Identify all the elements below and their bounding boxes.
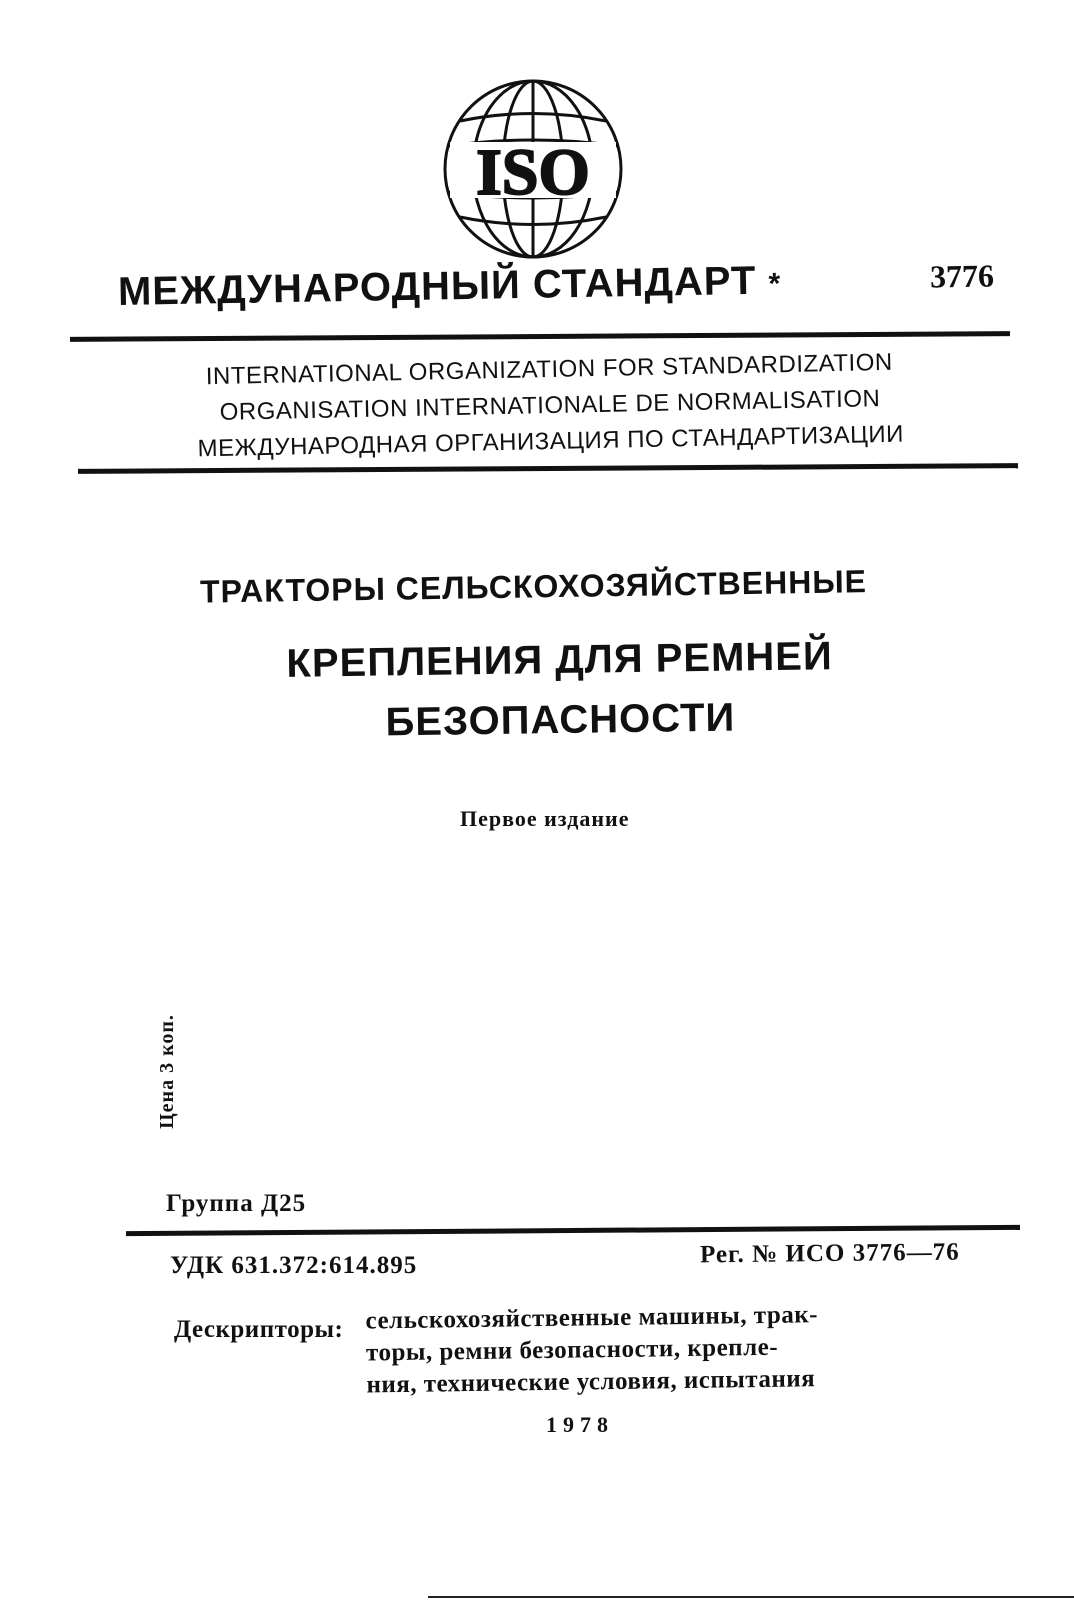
standard-number: 3776 (929, 257, 995, 295)
org-name-english: INTERNATIONAL ORGANIZATION FOR STANDARDIZATION (205, 348, 893, 391)
document-subtitle: ТРАКТОРЫ СЕЛЬСКОХОЗЯЙСТВЕННЫЕ (199, 563, 868, 610)
registration-number: Рег. № ИСО 3776—76 (699, 1238, 960, 1269)
globe-icon (440, 76, 626, 262)
document-title (239, 626, 881, 755)
asterisk-mark: * (768, 267, 782, 301)
page-edge-line (428, 1596, 1074, 1598)
descriptors-line: ния, технические условия, испытания (366, 1365, 816, 1399)
descriptors-list (365, 1299, 866, 1402)
page-title (118, 257, 879, 315)
publication-year: 1978 (546, 1412, 614, 1437)
edition-label: Первое издание (460, 806, 630, 831)
iso-logo-text: ISO (476, 136, 590, 209)
iso-logo (440, 76, 626, 262)
descriptors-label: Дескрипторы: (174, 1316, 344, 1343)
org-name-french: ORGANISATION INTERNATIONALE DE NORMALISATION (219, 385, 881, 426)
udc-code: УДК 631.372:614.895 (170, 1252, 418, 1279)
standard-heading: МЕЖДУНАРОДНЫЙ СТАНДАРТ (117, 258, 757, 314)
price-label: Цена 3 коп. (155, 1014, 178, 1129)
document-title-line1: КРЕПЛЕНИЯ ДЛЯ РЕМНЕЙ (286, 634, 833, 686)
descriptors-line: торы, ремни безопасности, крепле- (365, 1333, 779, 1367)
document-title-line2: БЕЗОПАСНОСТИ (385, 695, 736, 745)
organization-names (119, 343, 981, 469)
divider-top (70, 331, 1010, 342)
descriptors-line: сельскохозяйственные машины, трак- (365, 1301, 819, 1335)
org-name-russian: МЕЖДУНАРОДНАЯ ОРГАНИЗАЦИЯ ПО СТАНДАРТИЗАЦИИ (197, 420, 905, 463)
divider-bottom (126, 1225, 1020, 1236)
group-code: Группа Д25 (166, 1190, 307, 1217)
